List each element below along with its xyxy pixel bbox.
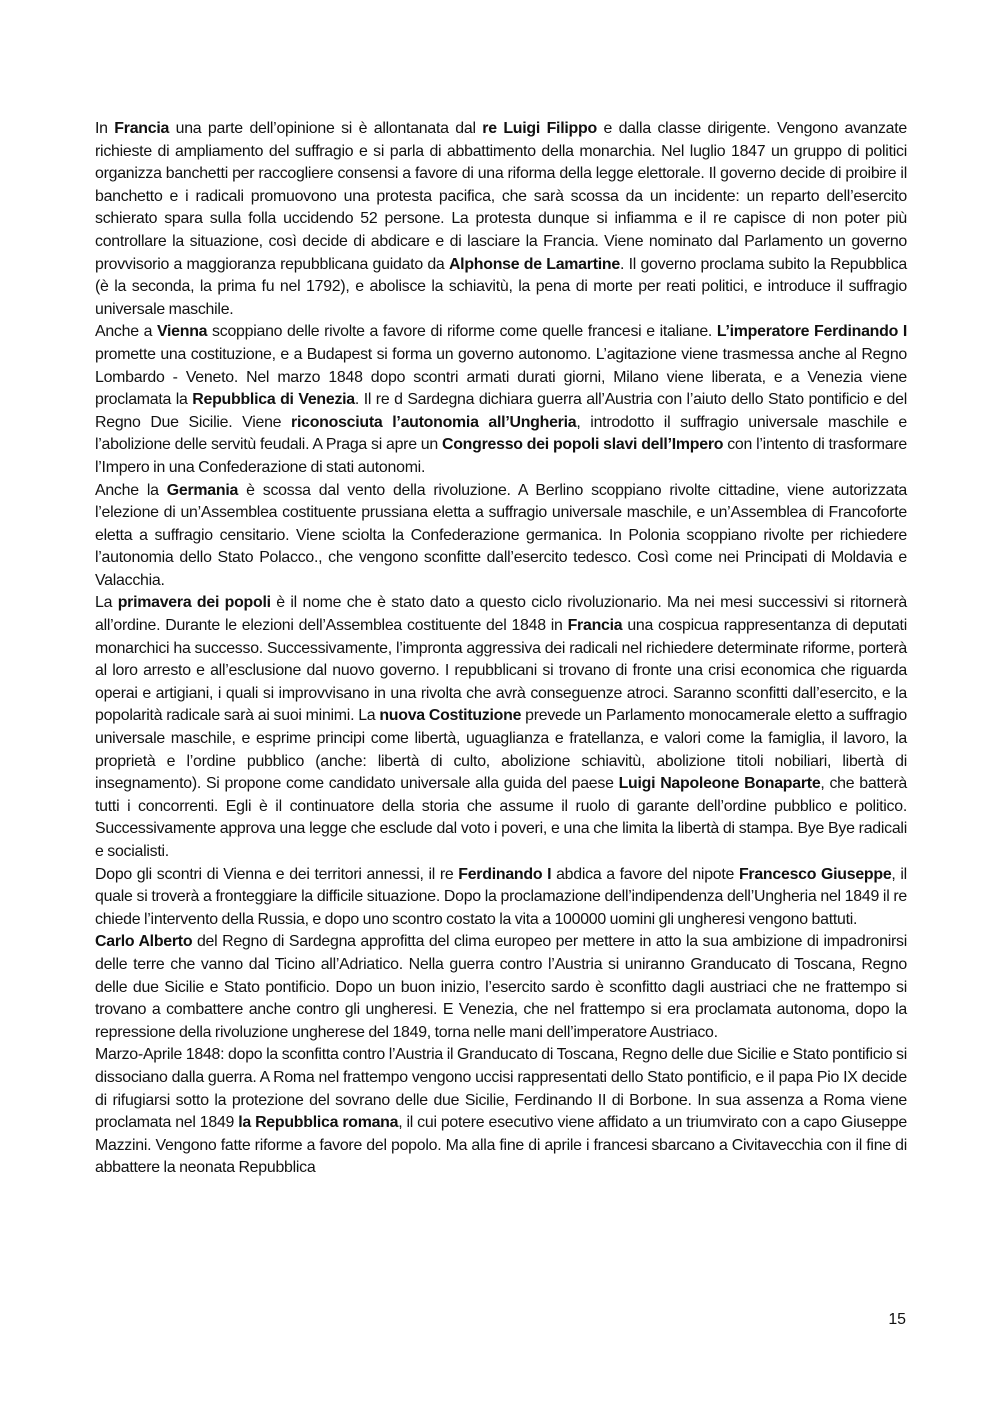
text-run: scoppiano delle rivolte a favore di riforme come quelle francesi e italiane.	[207, 323, 717, 341]
text-run: con l’intento di trasformare l’Impero in una Confederazione di stati autonomi.	[95, 436, 907, 476]
text-run: promette una costituzione, e a Budapest si forma un governo autonomo. L’agitazione viene trasmessa anche al Regno Lombardo - Veneto. Nel marzo 1848 dopo scontri armati durati giorni, Milano viene liberata, e a Venezia viene proclamata la	[95, 345, 907, 409]
bold-term: Germania	[166, 481, 239, 499]
page-number: 15	[888, 1311, 906, 1328]
bold-term: Francia	[114, 120, 170, 137]
text-run: una cospicua rappresentanza di deputati monarchici ha successo. Successivamente, l’impronta aggressiva dei radicali nel richiedere determinate riforme, porterà al loro arresto e all’esclusione dal nuovo governo. I repubblicani si trovano di fronte una crisi economica che riguarda operai e artigiani, i quali si improvvisano in una rivolta che avrà conseguenze atroci. Saranno sconfitti dall’esercito, e la popolarità radicale sarà ai suoi minimi. La	[95, 617, 907, 725]
bold-term: Francia	[567, 617, 623, 635]
bold-term: Vienna	[156, 323, 208, 341]
text-run: Anche a	[95, 323, 157, 341]
paragraph-germania	[95, 480, 907, 593]
bold-term: nuova Costituzione	[379, 707, 522, 725]
paragraph-primavera-dei-popoli	[95, 592, 907, 863]
bold-term: primavera dei popoli	[117, 594, 271, 612]
text-run: La	[95, 594, 118, 612]
bold-term: la Repubblica romana	[238, 1114, 399, 1132]
bold-term: L’imperatore Ferdinando I	[716, 323, 907, 341]
text-run: è scossa dal vento della rivoluzione. A Berlino scoppiano rivolte cittadine, viene autorizzata l’elezione di un’Assemblea costituente prussiana eletta a suffragio universale maschile, e un’Assemblea di Francoforte eletta a suffragio censitario. Viene sciolta la Confederazione germanica. In Polonia scoppiano rivolte per richiedere l’autonomia dello Stato Polacco., che vengono sconfitte dall’esercito tedesco. Così come nei Principati di Moldavia e Valacchia.	[95, 481, 907, 589]
text-run: prevede un Parlamento monocamerale eletto a suffragio universale maschile, e esprime principi come libertà, uguaglianza e fratellanza, e valori come la famiglia, il lavoro, la proprietà e l’ordine pubblico (anche: libertà di culto, abolizione schiavitù, abolizione titoli nobiliari, libertà di insegnamento). Si propone come candidato universale alla guida del paese	[95, 707, 907, 793]
paragraph-vienna	[95, 321, 907, 479]
document-body	[95, 118, 907, 1180]
bold-term: Carlo Alberto	[95, 933, 193, 951]
text-run: del Regno di Sardegna approfitta del clima europeo per mettere in atto la sua ambizione di impadronirsi delle terre che vanno dal Ticino all’Adriatico. Nella guerra contro l’Austria si uniranno Granducato di Toscana, Regno delle due Sicilie e Stato pontificio. Dopo un buon inizio, l’esercito sardo è sconfitto dagli austriaci che ne frattempo si trovano a combattere anche contro gli ungheresi. E Venezia, che nel frattempo si era proclamata autonoma, dopo la repressione della rivoluzione ungherese del 1849, torna nelle mani dell’imperatore Austriaco.	[95, 933, 907, 1041]
text-run: . Il re d Sardegna dichiara guerra all’Austria con l’aiuto dello Stato pontificio e del Regno Due Sicilie. Viene	[95, 391, 907, 431]
bold-term: Francesco Giuseppe	[738, 865, 892, 883]
paragraph-ferdinando	[95, 864, 907, 932]
text-run: , introdotto il suffragio universale maschile e l’abolizione delle servitù feudali. A Praga si apre un	[95, 413, 907, 454]
paragraph-francia	[95, 118, 907, 321]
text-run: abdica a favore del nipote	[551, 865, 739, 883]
bold-term: Congresso dei popoli slavi dell’Impero	[441, 436, 724, 454]
text-run: Marzo-Aprile 1848: dopo la sconfitta contro l’Austria il Granducato di Toscana, Regno delle due Sicilie e Stato pontificio si dissociano dalla guerra. A Roma nel frattempo vengono uccisi rappresentati dello Stato pontificio, e il papa Pio IX decide di rifugiarsi sotto la protezione del sovrano delle due Sicilie, Ferdinando II di Borbone. In sua assenza a Roma viene proclamata nel 1849	[95, 1046, 907, 1132]
bold-term: Ferdinando I	[458, 865, 552, 883]
bold-term: Alphonse de Lamartine	[448, 255, 620, 273]
bold-term: Luigi Napoleone Bonaparte	[618, 775, 821, 793]
text-run: , il cui potere esecutivo viene affidato a un triumvirato con a capo Giuseppe Mazzini. Vengono fatte riforme a favore del popolo. Ma alla fine di aprile i francesi sbarcano a Civitavecchia con il fine di abbattere la neonata Repubblica	[95, 1114, 907, 1177]
text-run: , il quale si troverà a fronteggiare la difficile situazione. Dopo la proclamazione dell’indipendenza dell’Ungheria nel 1849 il re chiede l’intervento della Russia, e dopo uno scontro costato la vita a 100000 uomini gli ungheresi vengono battuti.	[95, 865, 907, 928]
bold-term: Repubblica di Venezia	[192, 391, 355, 409]
paragraph-carlo-alberto	[95, 931, 907, 1044]
paragraph-repubblica-romana	[95, 1044, 907, 1180]
text-run: Anche la	[95, 481, 167, 499]
bold-term: riconosciuta l’autonomia all’Ungheria	[291, 413, 577, 431]
text-run: . Il governo proclama subito la Repubblica (è la seconda, la prima fu nel 1792), e abolisce la schiavitù, la pena di morte per reati politici, e introduce il suffragio universale maschile.	[95, 255, 907, 318]
text-run: In	[95, 120, 115, 137]
text-run: una parte dell’opinione si è allontanata dal	[169, 120, 483, 137]
text-run: è il nome che è stato dato a questo ciclo rivoluzionario. Ma nei mesi successivi si ritornerà all’ordine. Durante le elezioni dell’Assemblea costituente del 1848 in	[95, 594, 907, 635]
text-run: Dopo gli scontri di Vienna e dei territori annessi, il re	[95, 865, 459, 883]
text-run: e dalla classe dirigente. Vengono avanzate richieste di ampliamento del suffragio e si parla di abbattimento della monarchia. Nel luglio 1847 un gruppo di politici organizza banchetti per raccogliere consensi a favore di una riforma della legge elettorale. Il governo decide di proibire il banchetto e i radicali promuovono una protesta pacifica, che sarà scossa da un incidente: un reparto dell’esercito schierato spara sulla folla uccidendo 52 persone. La protesta dunque si infiamma e il re capisce di non poter più controllare la situazione, così decide di abdicare e di lasciare la Francia. Viene nominato dal Parlamento un governo provvisorio a maggioranza repubblicana guidato da	[95, 120, 907, 273]
bold-term: re Luigi Filippo	[482, 120, 597, 137]
text-run: , che batterà tutti i concorrenti. Egli è il continuatore della storia che assume il ruolo di garante dell’ordine pubblico e politico. Successivamente approva una legge che esclude dal voto i poveri, e una che limita la libertà di stampa. Bye Bye radicali e socialisti.	[95, 775, 907, 860]
